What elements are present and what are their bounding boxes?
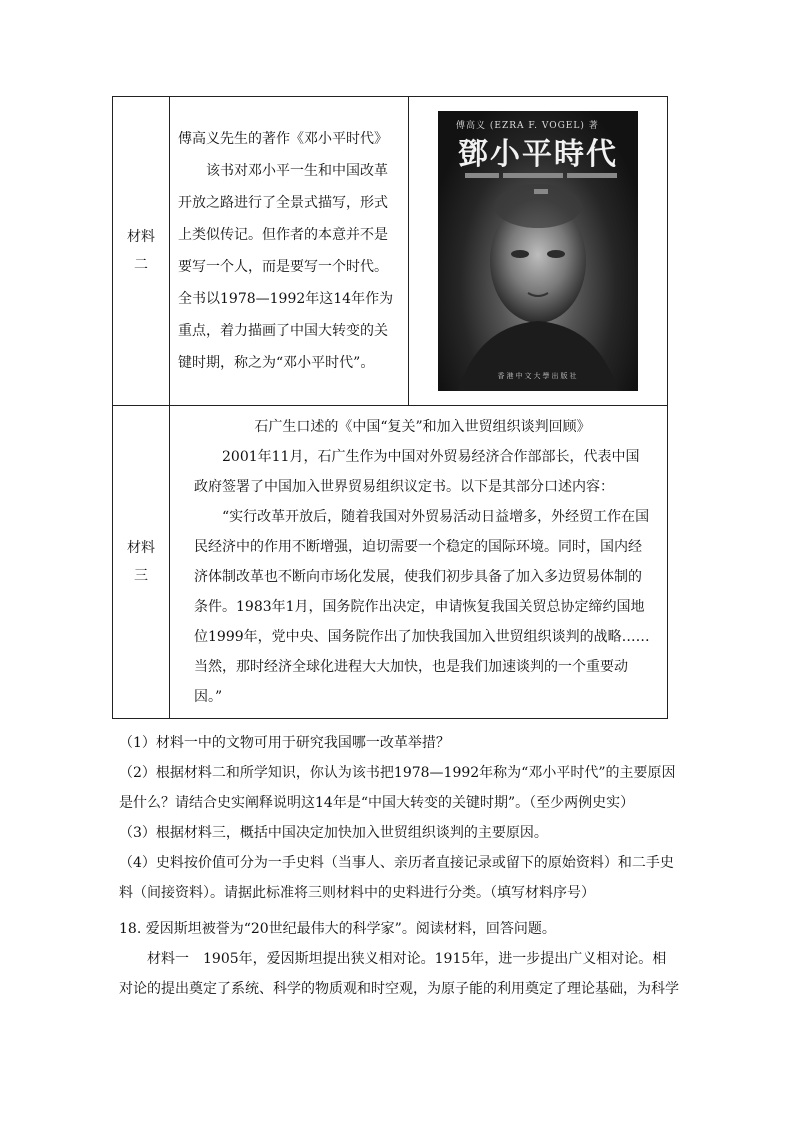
material2-body: 该书对邓小平一生和中国改革开放之路进行了全景式描写，形式上类似传记。但作者的本意并不是要写一个人，而是要写一个时代。全书以1978—1992年这14年作为重点，着力描画了中国大转变的关键时期，称之为“邓小平时代”。 (178, 163, 394, 371)
material2-row (113, 97, 668, 406)
question-2: （2）根据材料二和所学知识，你认为该书把1978—1992年称为“邓小平时代”的主要原因是什么？请结合史实阐释说明这14年是“中国大转变的关键时期”。（至少两例史实） (119, 765, 676, 811)
question-1: （1）材料一中的文物可用于研究我国哪一改革举措？ (119, 735, 450, 751)
cover-title: 鄧小平時代 (458, 137, 618, 172)
cover-publisher: 香港中文大學出版社 (497, 372, 579, 380)
material2-text (170, 97, 409, 406)
material3-label: 材料 三 (113, 406, 170, 719)
question-18-stem: 18. 爱因斯坦被誉为“20世纪最伟大的科学家”。阅读材料，回答问题。 (119, 921, 556, 937)
material3-para1: 2001年11月，石广生作为中国对外贸易经济合作部部长，代表中国政府签署了中国加入世界贸易组织议定书。以下是其部分口述内容： (194, 449, 640, 495)
question-18-material1: 材料一 1905年，爱因斯坦提出狭义相对论。1915年，进一步提出广义相对论。相对论的提出奠定了系统、科学的物质观和时空观，为原子能的利用奠定了理论基础，为科学 (119, 951, 679, 997)
material2-title: 傅高义先生的著作《邓小平时代》 (178, 131, 388, 147)
question-18 (119, 914, 679, 1004)
material3-text (170, 406, 668, 719)
material3-title: 石广生口述的《中国“复关”和加入世贸组织谈判回顾》 (254, 419, 591, 435)
question-4: （4）史料按价值可分为一手史料（当事人、亲历者直接记录或留下的原始资料）和二手史料（间接资料）。请据此标准将三则材料中的史料进行分类。（填写材料序号） (119, 855, 674, 901)
materials-table (112, 96, 668, 719)
material3-row (113, 406, 668, 719)
material2-label: 材料 二 (113, 97, 170, 406)
question-list (119, 728, 679, 908)
cover-subtitle-bar (458, 167, 628, 175)
question-3: （3）根据材料三，概括中国决定加快加入世贸组织谈判的主要原因。 (119, 825, 548, 841)
material3-quote: “实行改革开放后，随着我国对外贸易活动日益增多，外经贸工作在国民经济中的作用不断增强，迫切需要一个稳定的国际环境。同时，国内经济体制改革也不断向市场化发展，使我们初步具备了加入多边贸易体制的条件。1983年1月，国务院作出决定，申请恢复我国关贸总协定缔约国地位1999年，党中央、国务院作出了加快我国加入世贸组织谈判的战略……当然，那时经济全球化进程大大加快，也是我们加速谈判的一个重要动因。” (194, 509, 650, 705)
cover-author: 傅高义 (EZRA F. VOGEL) 著 (456, 121, 599, 131)
book-cover-image (438, 111, 638, 391)
book-cover-cell (409, 97, 668, 406)
